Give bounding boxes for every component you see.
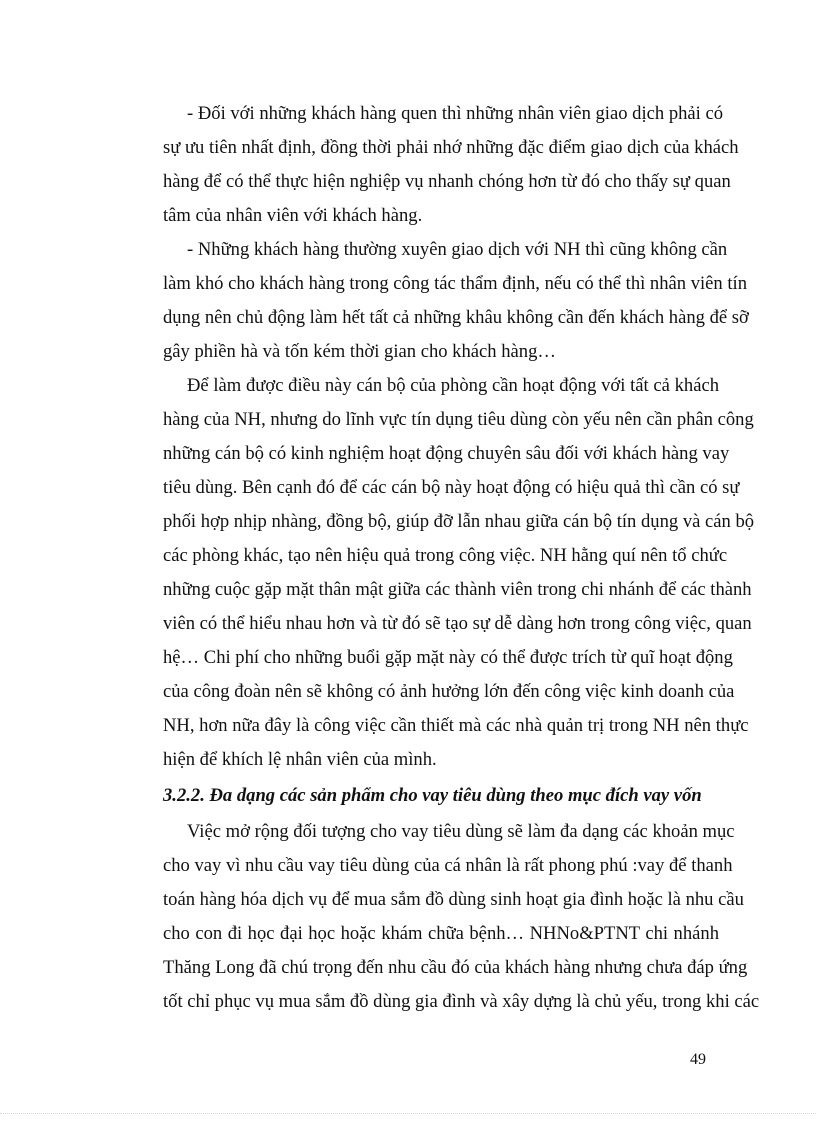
paragraph-3-line-6: các phòng khác, tạo nên hiệu quả trong công việc. NH hằng quí nên tổ chức — [163, 545, 728, 566]
paragraph-1-line-2: sự ưu tiên nhất định, đồng thời phải nhớ những đặc điểm giao dịch của khách — [163, 137, 739, 158]
paragraph-3-line-4: tiêu dùng. Bên cạnh đó để các cán bộ này hoạt động có hiệu quả thì cần có sự — [163, 477, 740, 498]
paragraph-1-line-3: hàng để có thể thực hiện nghiệp vụ nhanh chóng hơn từ đó cho thấy sự quan — [163, 171, 731, 192]
section-paragraph-line-2: cho vay vì nhu cầu vay tiêu dùng của cá nhân là rất phong phú :vay để thanh — [163, 855, 733, 876]
paragraph-3-line-10: của công đoàn nên sẽ không có ảnh hưởng lớn đến công việc kinh doanh của — [163, 681, 735, 702]
paragraph-2-line-4: gây phiền hà và tốn kém thời gian cho khách hàng… — [163, 341, 556, 362]
paragraph-2-line-1: - Những khách hàng thường xuyên giao dịch với NH thì cũng không cần — [187, 239, 728, 260]
paragraph-3-line-12: hiện để khích lệ nhân viên của mình. — [163, 749, 437, 770]
bottom-divider — [0, 1113, 816, 1114]
paragraph-2-line-3: dụng nên chủ động làm hết tất cả những khâu không cần đến khách hàng để sỡ — [163, 307, 749, 328]
section-paragraph-line-3: toán hàng hóa dịch vụ để mua sắm đồ dùng sinh hoạt gia đình hoặc là nhu cầu — [163, 889, 744, 910]
section-paragraph-line-5: Thăng Long đã chú trọng đến nhu cầu đó của khách hàng nhưng chưa đáp ứng — [163, 957, 748, 978]
paragraph-3-line-3: những cán bộ có kinh nghiệm hoạt động chuyên sâu đối với khách hàng vay — [163, 443, 730, 464]
paragraph-3-line-5: phối hợp nhịp nhàng, đồng bộ, giúp đỡ lẫn nhau giữa cán bộ tín dụng và cán bộ — [163, 511, 755, 532]
paragraph-3-line-7: những cuộc gặp mặt thân mật giữa các thành viên trong chi nhánh để các thành — [163, 579, 752, 600]
section-paragraph-line-6: tốt chỉ phục vụ mua sắm đồ dùng gia đình và xây dựng là chủ yếu, trong khi các — [163, 991, 760, 1012]
paragraph-3-line-9: hệ… Chi phí cho những buổi gặp mặt này có thể được trích từ quĩ hoạt động — [163, 647, 733, 668]
section-heading: 3.2.2. Đa dạng các sản phẩm cho vay tiêu dùng theo mục đích vay vốn — [163, 785, 702, 806]
section-paragraph-line-1: Việc mở rộng đối tượng cho vay tiêu dùng sẽ làm đa dạng các khoản mục — [187, 821, 735, 842]
paragraph-3-line-2: hàng của NH, nhưng do lĩnh vực tín dụng tiêu dùng còn yếu nên cần phân công — [163, 409, 754, 430]
section-paragraph-line-4: cho con đi học đại học hoặc khám chữa bệnh… NHNo&PTNT chi nhánh — [163, 923, 719, 944]
paragraph-2-line-2: làm khó cho khách hàng trong công tác thẩm định, nếu có thể thì nhân viên tín — [163, 273, 748, 294]
page-number: 49 — [690, 1051, 706, 1068]
paragraph-3-line-8: viên có thể hiểu nhau hơn và từ đó sẽ tạo sự dễ dàng hơn trong công việc, quan — [163, 613, 752, 634]
paragraph-1-line-1: - Đối với những khách hàng quen thì những nhân viên giao dịch phải có — [187, 103, 724, 124]
paragraph-3-line-11: NH, hơn nữa đây là công việc cần thiết mà các nhà quản trị trong NH nên thực — [163, 715, 749, 736]
paragraph-1-line-4: tâm của nhân viên với khách hàng. — [163, 205, 423, 226]
paragraph-3-line-1: Để làm được điều này cán bộ của phòng cần hoạt động với tất cả khách — [187, 375, 719, 396]
